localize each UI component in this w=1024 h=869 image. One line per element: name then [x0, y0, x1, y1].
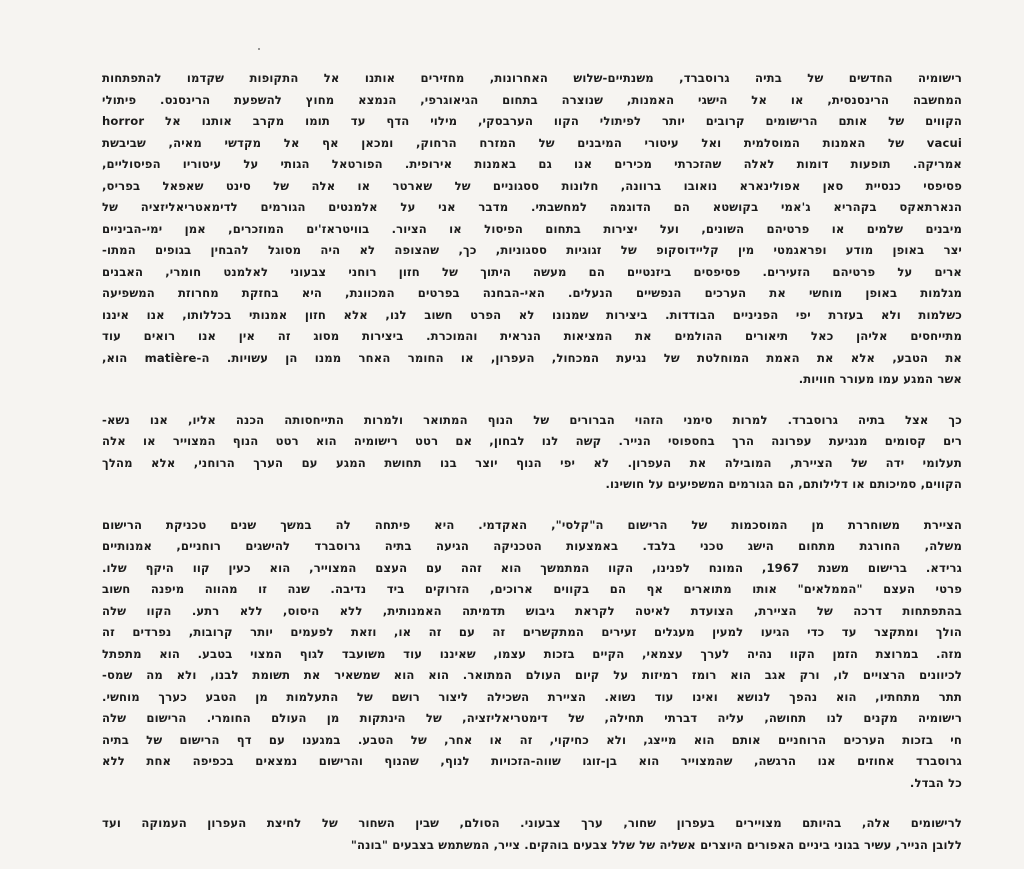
text-line: ללובן הנייר, עשיר בגוני ביניים האפורים היוצרים אשליה של שלל צבעים בוהקים. צייר, המשתמש בצבעים "בונה"	[350, 837, 962, 852]
paragraph-4	[102, 813, 962, 856]
paragraph-2	[102, 410, 962, 496]
text-body	[102, 68, 962, 856]
text-line: רישומיה החדשים של בתיה גרוסברד, משנתיים-שלוש האחרונות, מחזירים אותנו אל התקופות שקדמו להתפתחות	[102, 71, 962, 85]
text-line: הולך ומתקצר עד כדי הגיעו למעין מעגלים זעירים המתקשרים זה עם זה או, וזאת לפעמים יותר קרובות, נפרדים זה	[102, 625, 962, 639]
text-line: לרישומים אלה, בהיותם מצויירים בעפרון שחור, ערך צבעוני. הסולם, שבין השחור של לחיצת העפרון העמוקה ועד	[102, 816, 962, 830]
text-line: רישומיה מקנים לנו תחושה, עליה דברתי תחילה, של דימטריאליזציה, של הינתקות מן העולם החומרי. הרישום שלה	[102, 711, 962, 725]
paragraph-3	[102, 515, 962, 795]
text-line: גרידא. ברישום משנת 1967, המונח לפנינו, הקוו המתמשך הוא זהה עם העצם המצוייר, הוא כעין קוו היקף שלו.	[102, 560, 962, 575]
text-line: מזה. במרוצת הזמן הקוו נהיה לערך עצמאי, הקיים בזכות עצמו, שאיננו עוד משועבד לגוף המצוי בטבע. הוא מתפתל	[102, 646, 962, 661]
text-line: בהתפתחות דרכה של הציירת, הצועדת לאיטה לקראת גיבוש תדמיתה האמנותית, ללא היסוס, ללא רתע. הקוו שלה	[102, 603, 962, 618]
text-line: את הטבע, אלא את האמת המוחלטת של נגיעת המכחול, העפרון, או החומר האחר ממנו הן עשויות. ה-matière הוא,	[102, 350, 962, 365]
text-line: מתייחסים אליהן כאל תיאורים ההולמים את המציאות הנראית והמוכרת. ביצירות מסוג זה אין אנו רואים עוד	[102, 329, 962, 343]
text-line: רים קסומים מנגיעת עפרונה הרך בחספוסי הנייר. קשה לנו לבחון, אם רטט רישומיה הוא רטט הנוף המצוייר או אלה	[102, 434, 962, 448]
text-line: חי בזכות הערכים הרוחניים אותם הוא מייצג, ולא כחיקוי, זה או אחר, של הטבע. במגענו עם דף הרישום של בתיה	[102, 732, 962, 747]
text-line: vacui של האמנות המוסלמית ואל עיטורי המיבנים של המזרח הרחוק, ומכאן אף אל מקדשי מאיה, שביבשת	[102, 135, 962, 150]
text-line: הקווים של אותם הרישומים קרובים יותר לפיתולי הקוו הערבסקי, מילוי הדף עד תומו מקרב אותנו אל horror	[102, 114, 962, 128]
text-line: כשלמות ולא בעזרת יפי הפניניים הבודדות. ביצירות שמנונו לא הפרט חשוב לנו, אלא חזון אמנותי בכללותו, אנו איננו	[102, 307, 962, 322]
text-line: פרטי העצם "הממלאים" אותו מתוארים אף הם בקווים ארוכים, הזרוקים ביד נדיבה. שנה זו מהווה מיפנה חשוב	[102, 582, 962, 596]
paper-speck	[258, 48, 260, 50]
text-line: פסיפסי כנסיית סאן אפולינארא נואובו ברוונה, חלונות ססגוניים של שארטר או אלה של סינט שאפאל בפריס,	[102, 178, 962, 193]
text-line: לכיוונים הרצויים לו, ורק אגב הוא רומז רמיזות על קיום העולם המתואר. הוא הוא שמשאיר את תשומת לבנו, ולא מה שמס-	[102, 668, 962, 682]
paragraph-1	[102, 68, 962, 391]
text-line: מיבנים שלמים או פרטיהם השונים, ועל יצירות בתחום הפיסול או הציור. בוויטראז'ים המוזכרים, אמן ימי-הביניים	[102, 221, 962, 236]
text-line: ארים על פרטיהם הזעירים. פסיפסים ביזנטיים הם מעשה היתוך של חזון רוחני צבעוני לאלמנט חומרי, האבנים	[102, 264, 962, 279]
text-line: תעלומי ידה של הציירת, המובילה את העפרון. לא יפי הנוף יוצר בנו תחושת המגע עם הערך הרוחני, אלא מהלך	[102, 455, 962, 470]
text-line: תתר מתחתיו, הוא נהפך לנושא ואינו עוד נשוא. הציירת השכילה ליצור רושם של התעלמות מן הטבע כערך מוחשי.	[102, 689, 962, 704]
text-line: הציירת משוחררת מן המוסכמות של הרישום ה"קלסי", האקדמי. היא פיתחה לה במשך שנים טכניקת הרישום	[102, 517, 962, 532]
text-line: הנארתאקס בקהריא ג'אמי בקושטא הם הדוגמה למחשבתי. מדבר אני על אלמנטים הגורמים לדימאטריאליזציה של	[102, 200, 962, 214]
text-line: אשר המגע עמו מעורר חוויות.	[798, 372, 962, 386]
text-line: אמריקה. תופעות דומות לאלה שהזכרתי מכירים אנו גם באמנות אירופית. הפורטאל הגותי על עיטוריו הפיסוליים,	[102, 157, 962, 171]
text-line: משלה, החורגת מתחום הישג טכני בלבד. באמצעות הטכניקה הגיעה בתיה גרוסברד להישגים רוחניים, אמנותיים	[102, 539, 962, 553]
text-line: יצר באופן מודע ופראגמטי מין קליידוסקופ של זגוגיות ססגוניות, כך, שהצופה לא היה מסוגל להבחין בגופים המתו-	[102, 243, 962, 257]
text-line: גרוסברד אחוזים אנו הרגשה, שהמצוייר הוא בן-זוגו שווה-הזכויות לנוף, שהנוף והרישום נמצאים בכפיפה אחת ללא	[102, 754, 962, 768]
text-line: מגלמות באופן מוחשי את הערכים הנפשיים הנעלים. האי-הבחנה בפרטים המכוונת, היא בחזקת מחרוזת המשפיעה	[102, 286, 962, 300]
text-line: הקווים, סמיכותם או דלילותם, הם הגורמים המשפיעים על חושינו.	[605, 477, 962, 491]
text-line: כך אצל בתיה גרוסברד. למרות סימני הזהוי הברורים של הנוף המתואר ולמרות התייחסותה הכנה אליו, אנו נשא-	[102, 412, 962, 427]
text-line: המחשבה הרינסנסית, או אל הישגי האמנות, שנוצרה בתחום הגיאוגרפי, הנמצא מחוץ להשפעת הרינסנס. פיתולי	[102, 92, 962, 107]
text-line: כל הבדל.	[909, 775, 962, 790]
